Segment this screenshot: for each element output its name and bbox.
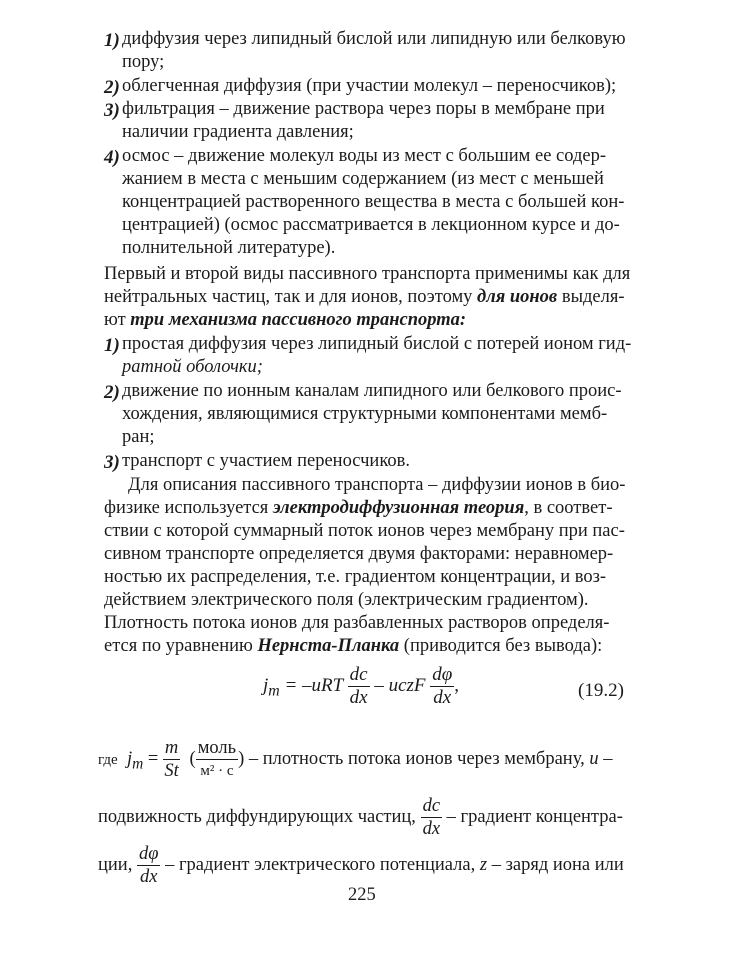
definition-line: ции, $\frac{d\varphi}{dx}$ – градиент электрического потенциала, z – заряд иона или (98, 844, 624, 888)
list-item-text: транспорт с участием переносчиков. (122, 451, 410, 471)
paragraph-line: ностью их распределения, т.е. градиентом концентрации, и воз- (104, 567, 607, 587)
paragraph-line: Первый и второй виды пассивного транспорта применимы как для (104, 264, 631, 284)
equation: $j_m = -uRT$ $\frac{dc}{dx}$ – uczF $\frac{d\varphi}{dx}$ , (263, 664, 460, 708)
paragraph-line: физике используется электродиффузионная теория, в соответ- (104, 498, 613, 518)
unit-fraction: $\frac{\text{моль}}{\text{м² · с}}$ (197, 738, 237, 780)
paragraph-line: нейтральных частиц, так и для ионов, поэтому для ионов выделя- (104, 287, 625, 307)
list-number: 4) (104, 147, 120, 168)
fraction: $\frac{dc}{dx}$ (422, 796, 441, 840)
list-item-text: концентрацией растворенного вещества в места с большей кон- (122, 192, 625, 212)
fraction: $\frac{dc}{dx}$ (349, 664, 368, 708)
list-item-text: простая диффузия через липидный бислой с потерей ионом гид- (122, 334, 632, 354)
list-number: 3) (104, 452, 120, 473)
list-number: 2) (104, 382, 120, 403)
list-item-text: фильтрация – движение раствора через поры в мембране при (122, 99, 605, 119)
list-item-text: движение по ионным каналам липидного или белкового проис- (122, 381, 622, 401)
definition-line: где $j_m$ = $\frac{m}{St}$ ( $\frac{\text{моль}}{\text{м² · с}}$ ) – плотность потока ионов через мембрану, u – (98, 738, 613, 782)
list-item-text: центрацией) (осмос рассматривается в лекционном курсе и до- (122, 215, 620, 235)
equation-number: (19.2) (578, 680, 624, 701)
list-item-text: пору; (122, 52, 165, 72)
list-item-text: облегченная диффузия (при участии молекул – переносчиков); (122, 76, 617, 96)
fraction: $\frac{m}{St}$ (164, 738, 179, 782)
list-item-text: хождения, являющимися структурными компонентами мемб- (122, 404, 608, 424)
page-number: 225 (348, 885, 376, 905)
emphasis: электродиффузионная теория (272, 498, 525, 518)
paragraph-line: Для описания пассивного транспорта – диффузии ионов в био- (128, 475, 626, 495)
list-number: 1) (104, 30, 120, 51)
list-item-text: полнительной литературе). (122, 238, 336, 258)
list-item-text: наличии градиента давления; (122, 122, 354, 142)
paragraph-line: действием электрического поля (электрическим градиентом). (104, 590, 589, 610)
emphasis: для ионов (477, 287, 558, 307)
emphasis: три механизма пассивного транспорта: (130, 310, 467, 330)
emphasis: Нернста-Планка (257, 636, 400, 656)
list-item-text: жанием в места с меньшим содержанием (из мест с меньшей (122, 169, 604, 189)
definition-line: подвижность диффундирующих частиц, $\frac{dc}{dx}$ – градиент концентра- (98, 796, 623, 840)
paragraph-line: сивном транспорте определяется двумя факторами: неравномер- (104, 544, 614, 564)
paragraph-line: ется по уравнению Нернста-Планка (приводится без вывода): (104, 636, 603, 656)
paragraph-line: ют три механизма пассивного транспорта: (104, 310, 467, 330)
list-item-text: диффузия через липидный бислой или липидную или белковую (122, 29, 626, 49)
list-number: 1) (104, 335, 120, 356)
list-item-text: ратной оболочки; (122, 357, 263, 377)
fraction: $\frac{d\varphi}{dx}$ (432, 664, 453, 708)
list-number: 2) (104, 77, 120, 98)
list-item-text: ран; (122, 427, 155, 447)
paragraph-line: ствии с которой суммарный поток ионов через мембрану при пас- (104, 521, 625, 541)
fraction: $\frac{d\varphi}{dx}$ (138, 844, 159, 888)
list-number: 3) (104, 100, 120, 121)
list-item-text: осмос – движение молекул воды из мест с большим ее содер- (122, 146, 606, 166)
paragraph-line: Плотность потока ионов для разбавленных растворов определя- (104, 613, 610, 633)
